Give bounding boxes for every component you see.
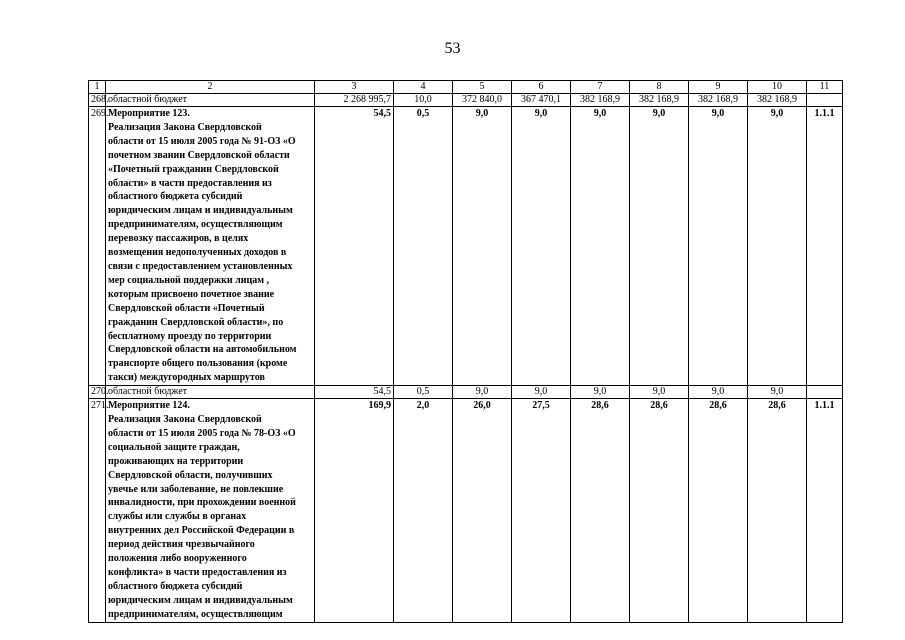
table-row — [89, 107, 843, 386]
description-line: Свердловской области «Почетный — [108, 302, 265, 314]
target-code — [807, 386, 843, 399]
description-line: юридическим лицам и индивидуальным — [108, 594, 293, 606]
description-line: «Почетный гражданин Свердловской — [108, 163, 279, 175]
description-line: проживающих на территории — [108, 455, 244, 467]
header-cell-9: 9 — [689, 81, 748, 94]
header-cell-1: 1 — [89, 81, 106, 94]
header-cell-5: 5 — [453, 81, 512, 94]
value-cell-4: 2,0 — [394, 399, 453, 623]
description-line: возмещения недополученных доходов в — [108, 247, 287, 259]
target-code: 1.1.1 — [807, 399, 843, 623]
description-line: службы или службы в органах — [108, 511, 247, 523]
value-cell-4: 0,5 — [394, 386, 453, 399]
header-cell-8: 8 — [630, 81, 689, 94]
value-cell-6: 367 470,1 — [512, 94, 571, 107]
value-cell-10: 9,0 — [748, 386, 807, 399]
value-cell-6: 9,0 — [512, 107, 571, 386]
description-line: областного бюджета субсидий — [108, 191, 243, 203]
description-line: юридическим лицам и индивидуальным — [108, 205, 293, 217]
description-line: Реализация Закона Свердловской — [108, 121, 262, 133]
value-cell-10: 9,0 — [748, 107, 807, 386]
value-cell-7: 9,0 — [571, 386, 630, 399]
description-line: мер социальной поддержки лицам , — [108, 274, 270, 286]
description-line: увечье или заболевание, не повлекшие — [108, 483, 284, 495]
value-cell-6: 9,0 — [512, 386, 571, 399]
description-line: почетном звании Свердловской области — [108, 149, 290, 161]
description-line: положения либо вооруженного — [108, 553, 247, 565]
page-number: 53 — [444, 40, 461, 57]
description-line: предпринимателям, осуществляющим — [108, 219, 283, 231]
description-line: области» в части предоставления из — [108, 177, 272, 189]
budget-name: областной бюджет — [106, 94, 315, 107]
row-number: 269. — [89, 107, 106, 386]
value-cell-5: 372 840,0 — [453, 94, 512, 107]
description-line: конфликта» в части предоставления из — [108, 567, 287, 578]
description-line: Мероприятие 123. — [108, 108, 190, 119]
header-cell-6: 6 — [512, 81, 571, 94]
table-header-row — [89, 81, 843, 94]
description-line: инвалидности, при прохождении военной — [108, 497, 296, 509]
description-line: внутренних дел Российской Федерации в — [108, 525, 295, 537]
value-cell-9: 382 168,9 — [689, 94, 748, 107]
header-cell-11: 11 — [807, 81, 843, 94]
value-cell-7: 9,0 — [571, 107, 630, 386]
description-line: социальной защите граждан, — [108, 441, 240, 453]
budget-name: областной бюджет — [106, 386, 315, 399]
value-cell-6: 27,5 — [512, 399, 571, 623]
value-cell-8: 28,6 — [630, 399, 689, 623]
value-cell-8: 382 168,9 — [630, 94, 689, 107]
target-code: 1.1.1 — [807, 107, 843, 386]
value-cell-9: 28,6 — [689, 399, 748, 623]
description-line: связи с предоставлением установленных — [108, 260, 293, 272]
header-cell-10: 10 — [748, 81, 807, 94]
description-line: областного бюджета субсидий — [108, 580, 243, 592]
value-cell-3: 2 268 995,7 — [315, 94, 394, 107]
value-cell-9: 9,0 — [689, 386, 748, 399]
value-cell-3: 54,5 — [315, 386, 394, 399]
description-line: перевозку пассажиров, в целях — [108, 233, 249, 245]
row-number: 268. — [89, 94, 106, 107]
description-line: период действия чрезвычайного — [108, 539, 255, 551]
description-line: которым присвоено почетное звание — [108, 288, 275, 300]
table-row — [89, 399, 843, 623]
description-line: Реализация Закона Свердловской — [108, 414, 262, 426]
value-cell-5: 9,0 — [453, 107, 512, 386]
table-row — [89, 94, 843, 107]
table-row — [89, 386, 843, 399]
value-cell-8: 9,0 — [630, 386, 689, 399]
description-line: Мероприятие 124. — [108, 400, 190, 412]
value-cell-4: 10,0 — [394, 94, 453, 107]
description-line: транспорте общего пользования (кроме — [108, 358, 288, 370]
description-line: Свердловской области на автомобильном — [108, 344, 297, 356]
description-line: предпринимателям, осуществляющим — [108, 608, 283, 620]
budget-table — [88, 80, 843, 623]
value-cell-9: 9,0 — [689, 107, 748, 386]
measure-description — [106, 399, 315, 623]
value-cell-3: 54,5 — [315, 107, 394, 386]
measure-description — [106, 107, 315, 386]
value-cell-3: 169,9 — [315, 399, 394, 623]
description-line: области от 15 июля 2005 года № 91-ОЗ «О — [108, 135, 296, 147]
value-cell-8: 9,0 — [630, 107, 689, 386]
description-line: Свердловской области, получивших — [108, 469, 273, 481]
value-cell-7: 28,6 — [571, 399, 630, 623]
value-cell-10: 382 168,9 — [748, 94, 807, 107]
value-cell-7: 382 168,9 — [571, 94, 630, 107]
header-cell-2: 2 — [106, 81, 315, 94]
header-cell-7: 7 — [571, 81, 630, 94]
row-number: 271. — [89, 399, 106, 623]
description-line: области от 15 июля 2005 года № 78-ОЗ «О — [108, 427, 296, 439]
value-cell-4: 0,5 — [394, 107, 453, 386]
description-line: бесплатному проезду по территории — [108, 330, 272, 342]
value-cell-10: 28,6 — [748, 399, 807, 623]
header-cell-4: 4 — [394, 81, 453, 94]
value-cell-5: 9,0 — [453, 386, 512, 399]
value-cell-5: 26,0 — [453, 399, 512, 623]
target-code — [807, 94, 843, 107]
description-line: такси) междугородных маршрутов — [108, 372, 265, 384]
header-cell-3: 3 — [315, 81, 394, 94]
description-line: гражданин Свердловской области», по — [108, 316, 284, 328]
row-number: 270. — [89, 386, 106, 399]
